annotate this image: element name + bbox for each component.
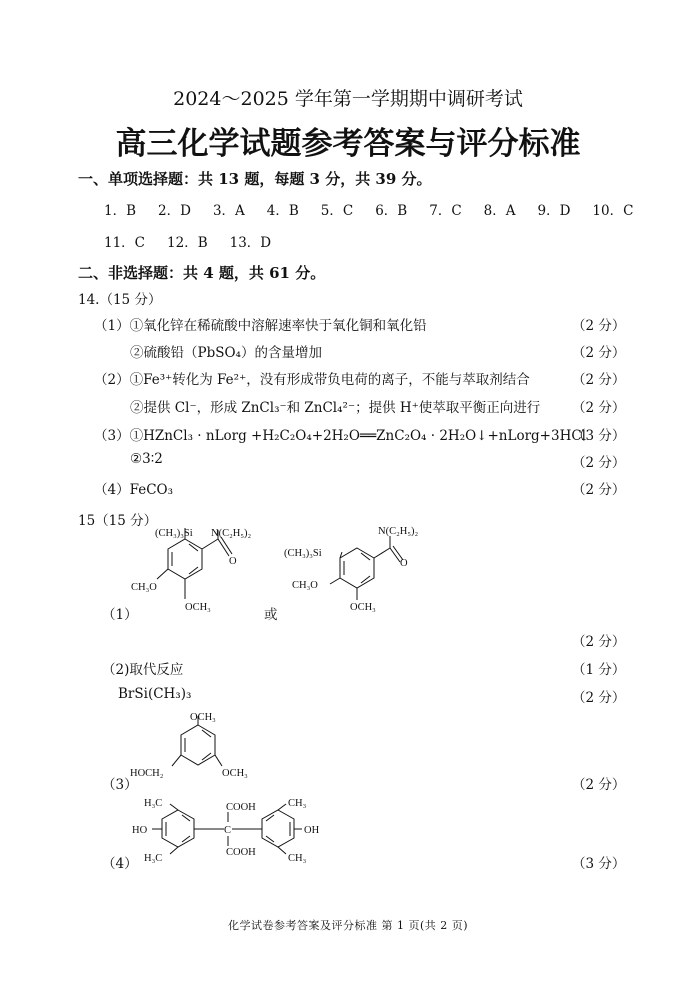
amide-label: N(C₂H₅)₂: [211, 528, 252, 539]
answer-13: 13．D: [229, 235, 272, 251]
q15-score-2b: （2 分）: [572, 690, 626, 706]
q15-part1-label: （1）: [102, 607, 138, 623]
methoxy-label-1: CH₃O: [292, 580, 318, 591]
q14-line-3: （2）①Fe³⁺转化为 Fe²⁺，没有形成带负电荷的离子，不能与萃取剂结合: [94, 372, 530, 388]
q14-score-2: （2 分）: [572, 345, 626, 361]
methoxy-label-2: OCH₃: [185, 602, 211, 613]
answer-10: 10．C: [592, 203, 634, 219]
page-footer: 化学试卷参考答案及评分标准 第 1 页(共 2 页): [227, 919, 469, 932]
q14-score-5: （3 分）: [572, 428, 626, 444]
answer-6: 6．B: [375, 203, 408, 219]
q15-part4-label: （4）: [102, 856, 138, 872]
q15-score-4: （3 分）: [572, 856, 626, 872]
hydroxymethyl-label: HOCH₂: [130, 768, 164, 779]
answer-12: 12．B: [167, 235, 208, 251]
quaternary-carbon-label: C: [224, 825, 232, 836]
exam-title: 2024～2025 学年第一学期期中调研考试: [173, 88, 523, 110]
methoxy-right-label: OCH₃: [222, 768, 248, 779]
answer-5: 5．C: [320, 203, 354, 219]
q14-score-4: （2 分）: [572, 400, 626, 416]
methyl-label-3: CH₃: [288, 798, 307, 809]
q15-label: 15（15 分）: [78, 513, 158, 529]
q15-part2-label: （2)取代反应: [102, 662, 184, 678]
structure-4: [128, 796, 338, 866]
hydroxyl-label-2: OH: [304, 825, 320, 836]
q14-label: 14.（15 分）: [78, 292, 162, 308]
part1-heading: 一、单项选择题：共 13 题，每题 3 分，共 39 分。: [78, 170, 432, 188]
q15-part2-answer: BrSi(CH₃)₃: [118, 686, 192, 702]
answer-row-2: [104, 231, 293, 251]
benzene-ring: [181, 725, 215, 765]
tms-label: (CH₃)₃Si: [155, 528, 193, 539]
answer-row-1: [104, 199, 633, 219]
carboxyl-label-2: COOH: [226, 847, 256, 858]
answer-4: 4．B: [266, 203, 299, 219]
methoxy-label-2: OCH₃: [350, 602, 376, 613]
page-title: 高三化学试题参考答案与评分标准: [115, 126, 581, 162]
answer-3: 3．A: [212, 203, 245, 219]
q14-line-4: ②提供 Cl⁻，形成 ZnCl₃⁻和 ZnCl₄²⁻；提供 H⁺使萃取平衡正向进行: [130, 400, 541, 416]
methoxy-top-label: OCH₃: [190, 712, 216, 723]
q15-or: 或: [264, 607, 278, 623]
benzene-ring: [340, 548, 374, 588]
answer-2: 2．D: [158, 203, 191, 219]
q14-score-3: （2 分）: [572, 372, 626, 388]
methyl-label-1: H₃C: [144, 798, 163, 809]
benzene-ring-right: [262, 810, 294, 847]
methyl-label-4: CH₃: [288, 853, 307, 864]
carboxyl-label-1: COOH: [226, 802, 256, 813]
answer-7: 7．C: [429, 203, 462, 219]
q15-score-3: （2 分）: [572, 777, 626, 793]
carbonyl-o-label: O: [400, 558, 408, 569]
benzene-ring: [168, 539, 202, 579]
amide-label: N(C₂H₅)₂: [378, 526, 419, 537]
carbonyl-o-label: O: [229, 556, 237, 567]
methoxy-label-1: CH₃O: [131, 582, 157, 593]
q14-score-7: （2 分）: [572, 482, 626, 498]
answer-9: 9．D: [537, 203, 571, 219]
q14-line-6: ②3∶2: [130, 451, 163, 467]
structure-1: [125, 522, 275, 614]
q14-line-7: （4）FeCO₃: [94, 482, 174, 498]
q14-line-2: ②硫酸铅（PbSO₄）的含量增加: [130, 345, 322, 361]
methyl-label-2: H₃C: [144, 853, 163, 864]
q15-score-1: （2 分）: [572, 634, 626, 650]
answer-1: 1．B: [104, 203, 137, 219]
benzene-ring-left: [162, 810, 194, 847]
q14-score-6: （2 分）: [572, 455, 626, 471]
q15-score-2: （1 分）: [572, 662, 626, 678]
hydroxyl-label-1: HO: [132, 825, 148, 836]
answer-11: 11．C: [104, 235, 146, 251]
structure-3: [128, 708, 268, 784]
answer-8: 8．A: [483, 203, 516, 219]
q14-score-1: （2 分）: [572, 318, 626, 334]
tms-label: (CH₃)₃Si: [284, 548, 322, 559]
structure-2: [282, 522, 442, 614]
part2-heading: 二、非选择题：共 4 题，共 61 分。: [78, 264, 326, 282]
q15-part3-label: （3）: [102, 777, 138, 793]
q14-line-1: （1）①氧化锌在稀硫酸中溶解速率快于氧化铜和氧化铅: [94, 318, 427, 334]
q14-line-5: （3）①HZnCl₃ · nLorg +H₂C₂O₄+2H₂O══ZnC₂O₄ · 2H₂O↓+nLorg+3HCl: [94, 428, 587, 444]
